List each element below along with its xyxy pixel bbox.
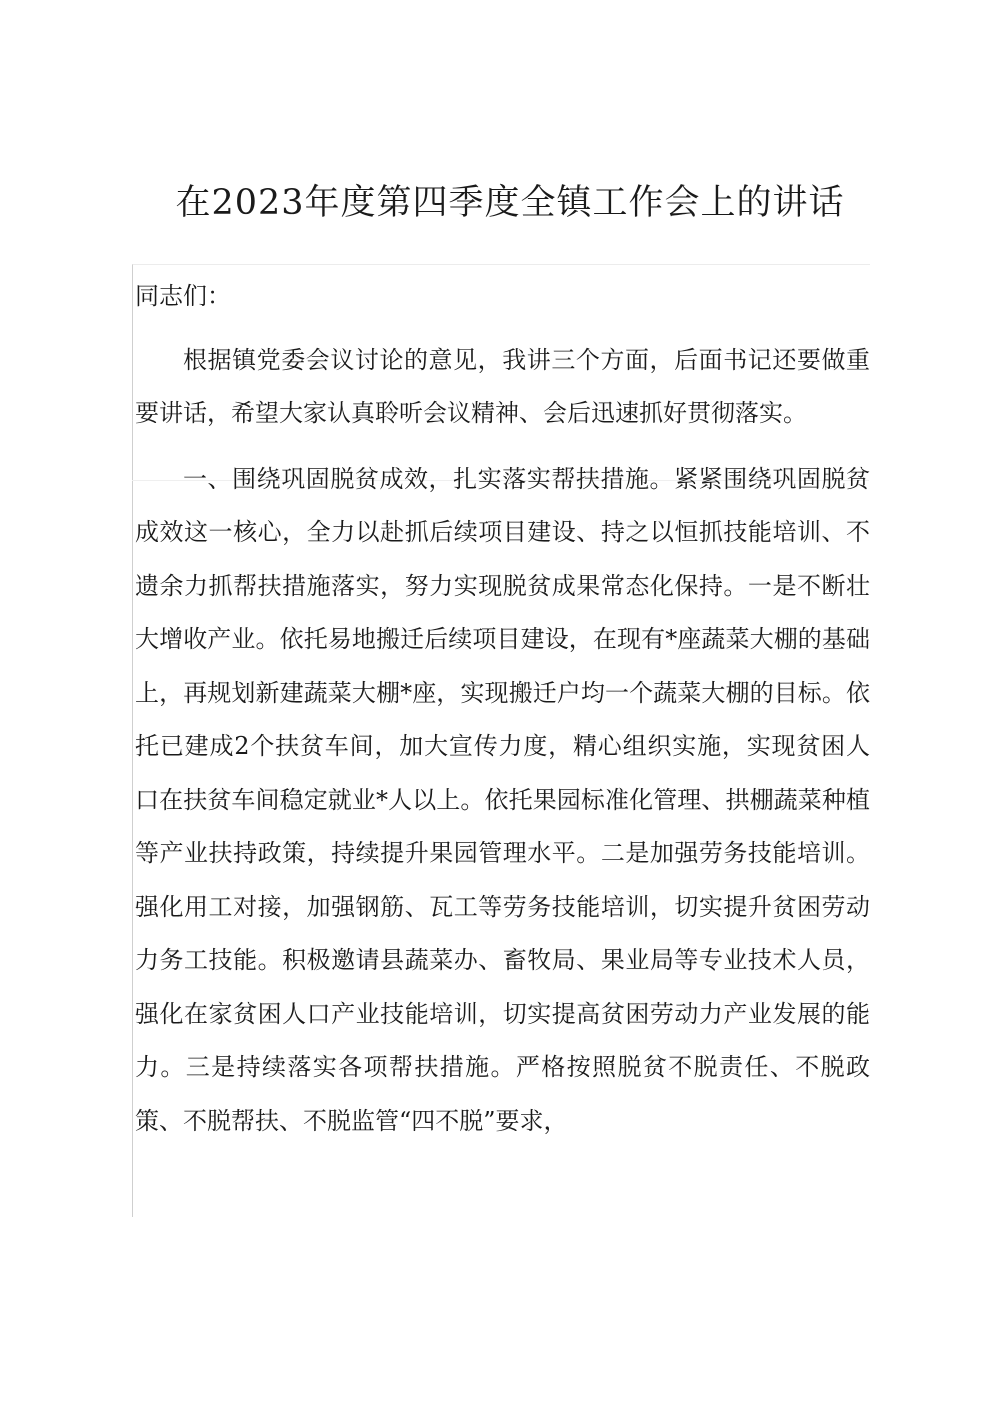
- paragraph-section-one: 一、围绕巩固脱贫成效，扎实落实帮扶措施。紧紧围绕巩固脱贫成效这一核心，全力以赴抓后续项目建设、持之以恒抓技能培训、不遗余力抓帮扶措施落实，努力实现脱贫成果常态化保持。一是不断壮大增收产业。依托易地搬迁后续项目建设，在现有*座蔬菜大棚的基础上，再规划新建蔬菜大棚*座，实现搬迁户均一个蔬菜大棚的目标。依托已建成2个扶贫车间，加大宣传力度，精心组织实施，实现贫困人口在扶贫车间稳定就业*人以上。依托果园标准化管理、拱棚蔬菜种植等产业扶持政策，持续提升果园管理水平。二是加强劳务技能培训。强化用工对接，加强钢筋、瓦工等劳务技能培训，切实提升贫困劳动力务工技能。积极邀请县蔬菜办、畜牧局、果业局等专业技术人员，强化在家贫困人口产业技能培训，切实提高贫困劳动力产业发展的能力。三是持续落实各项帮扶措施。严格按照脱贫不脱责任、不脱政策、不脱帮扶、不脱监管“四不脱”要求，: [135, 464, 870, 1135]
- document-title: 在2023年度第四季度全镇工作会上的讲话: [175, 183, 845, 223]
- salutation: 同志们：: [135, 282, 231, 310]
- document-body: [135, 270, 870, 1148]
- paragraph-intro: 根据镇党委会议讨论的意见，我讲三个方面，后面书记还要做重要讲话，希望大家认真聆听会议精神、会后迅速抓好贯彻落实。: [135, 345, 870, 427]
